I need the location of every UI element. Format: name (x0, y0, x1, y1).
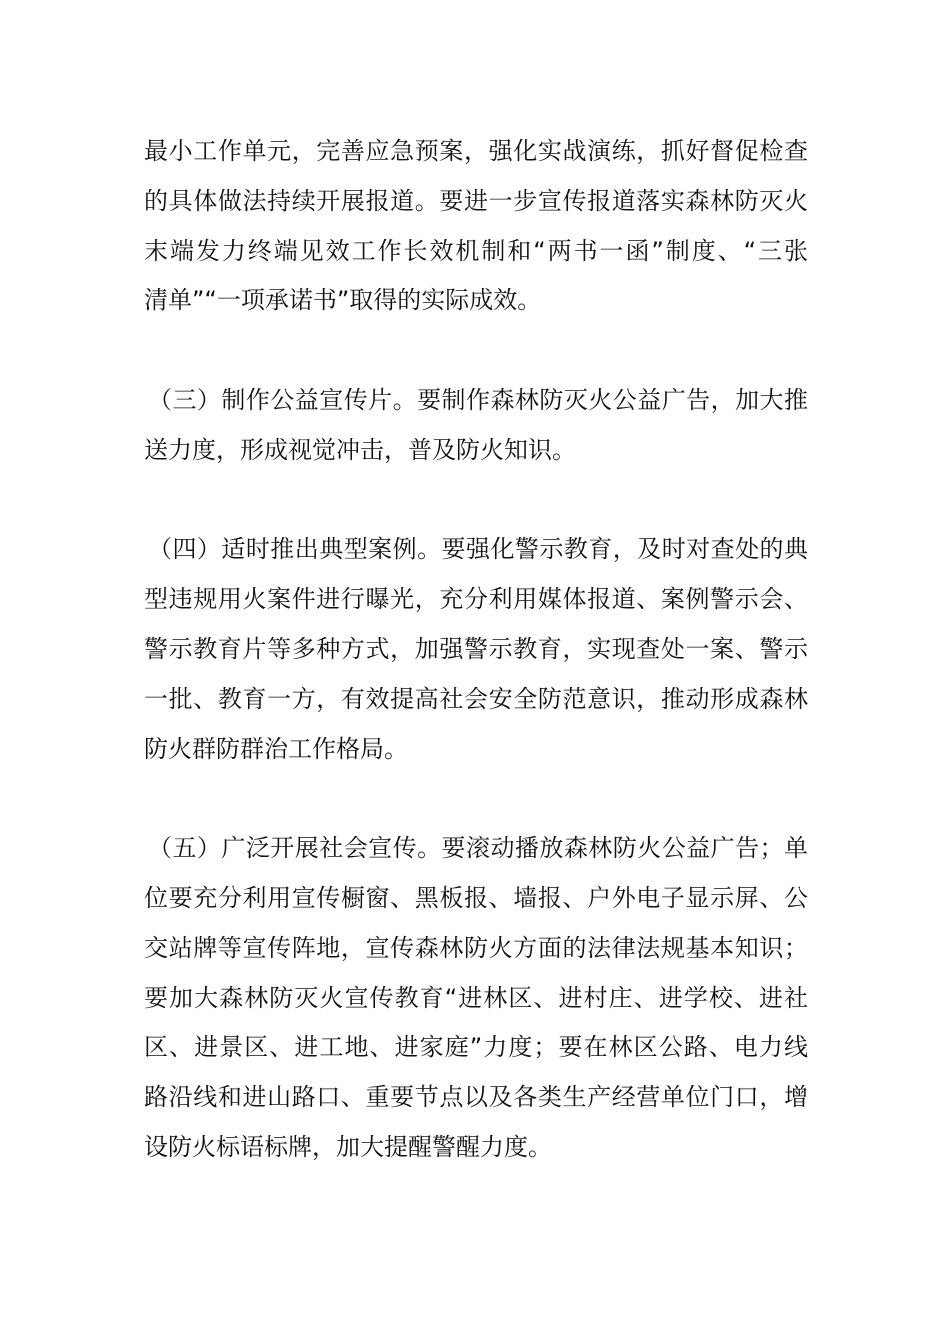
text-line: 防火群防群治工作格局。 (144, 734, 408, 763)
text-line: 的具体做法持续开展报道。要进一步宣传报道落实森林防灭火 (144, 186, 808, 215)
paragraph-section-4 (144, 525, 808, 774)
text-line: （三）制作公益宣传片。要制作森林防灭火公益广告，加大推 (148, 385, 808, 414)
document-body (144, 127, 808, 1173)
text-line: 位要充分利用宣传橱窗、黑板报、墙报、户外电子显示屏、公 (144, 883, 808, 912)
text-line: 交站牌等宣传阵地，宣传森林防火方面的法律法规基本知识； (144, 933, 808, 962)
text-line: 清单”“一项承诺书”取得的实际成效。 (144, 286, 542, 315)
text-line: 要加大森林防灭火宣传教育“进林区、进村庄、进学校、进社 (144, 983, 808, 1012)
text-line: （五）广泛开展社会宣传。要滚动播放森林防火公益广告；单 (148, 834, 808, 863)
text-line: 送力度，形成视觉冲击，普及防火知识。 (144, 435, 576, 464)
paragraph-continuation (144, 127, 808, 326)
text-line: 一批、教育一方，有效提高社会安全防范意识，推动形成森林 (144, 684, 808, 713)
text-line: 型违规用火案件进行曝光，充分利用媒体报道、案例警示会、 (144, 585, 808, 614)
paragraph-spacer (144, 326, 808, 376)
text-line: 路沿线和进山路口、重要节点以及各类生产经营单位门口，增 (144, 1083, 808, 1112)
text-line: （四）适时推出典型案例。要强化警示教育，及时对查处的典 (148, 535, 808, 564)
paragraph-section-3 (144, 376, 808, 476)
paragraph-section-5 (144, 824, 808, 1173)
text-line: 末端发力终端见效工作长效机制和“两书一函”制度、“三张 (144, 236, 808, 265)
paragraph-spacer (144, 774, 808, 824)
text-line: 区、进景区、进工地、进家庭”力度；要在林区公路、电力线 (144, 1033, 808, 1062)
paragraph-spacer (144, 476, 808, 526)
text-line: 警示教育片等多种方式，加强警示教育，实现查处一案、警示 (144, 634, 808, 663)
text-line: 设防火标语标牌，加大提醒警醒力度。 (144, 1132, 552, 1161)
text-line: 最小工作单元，完善应急预案，强化实战演练，抓好督促检查 (144, 137, 808, 165)
